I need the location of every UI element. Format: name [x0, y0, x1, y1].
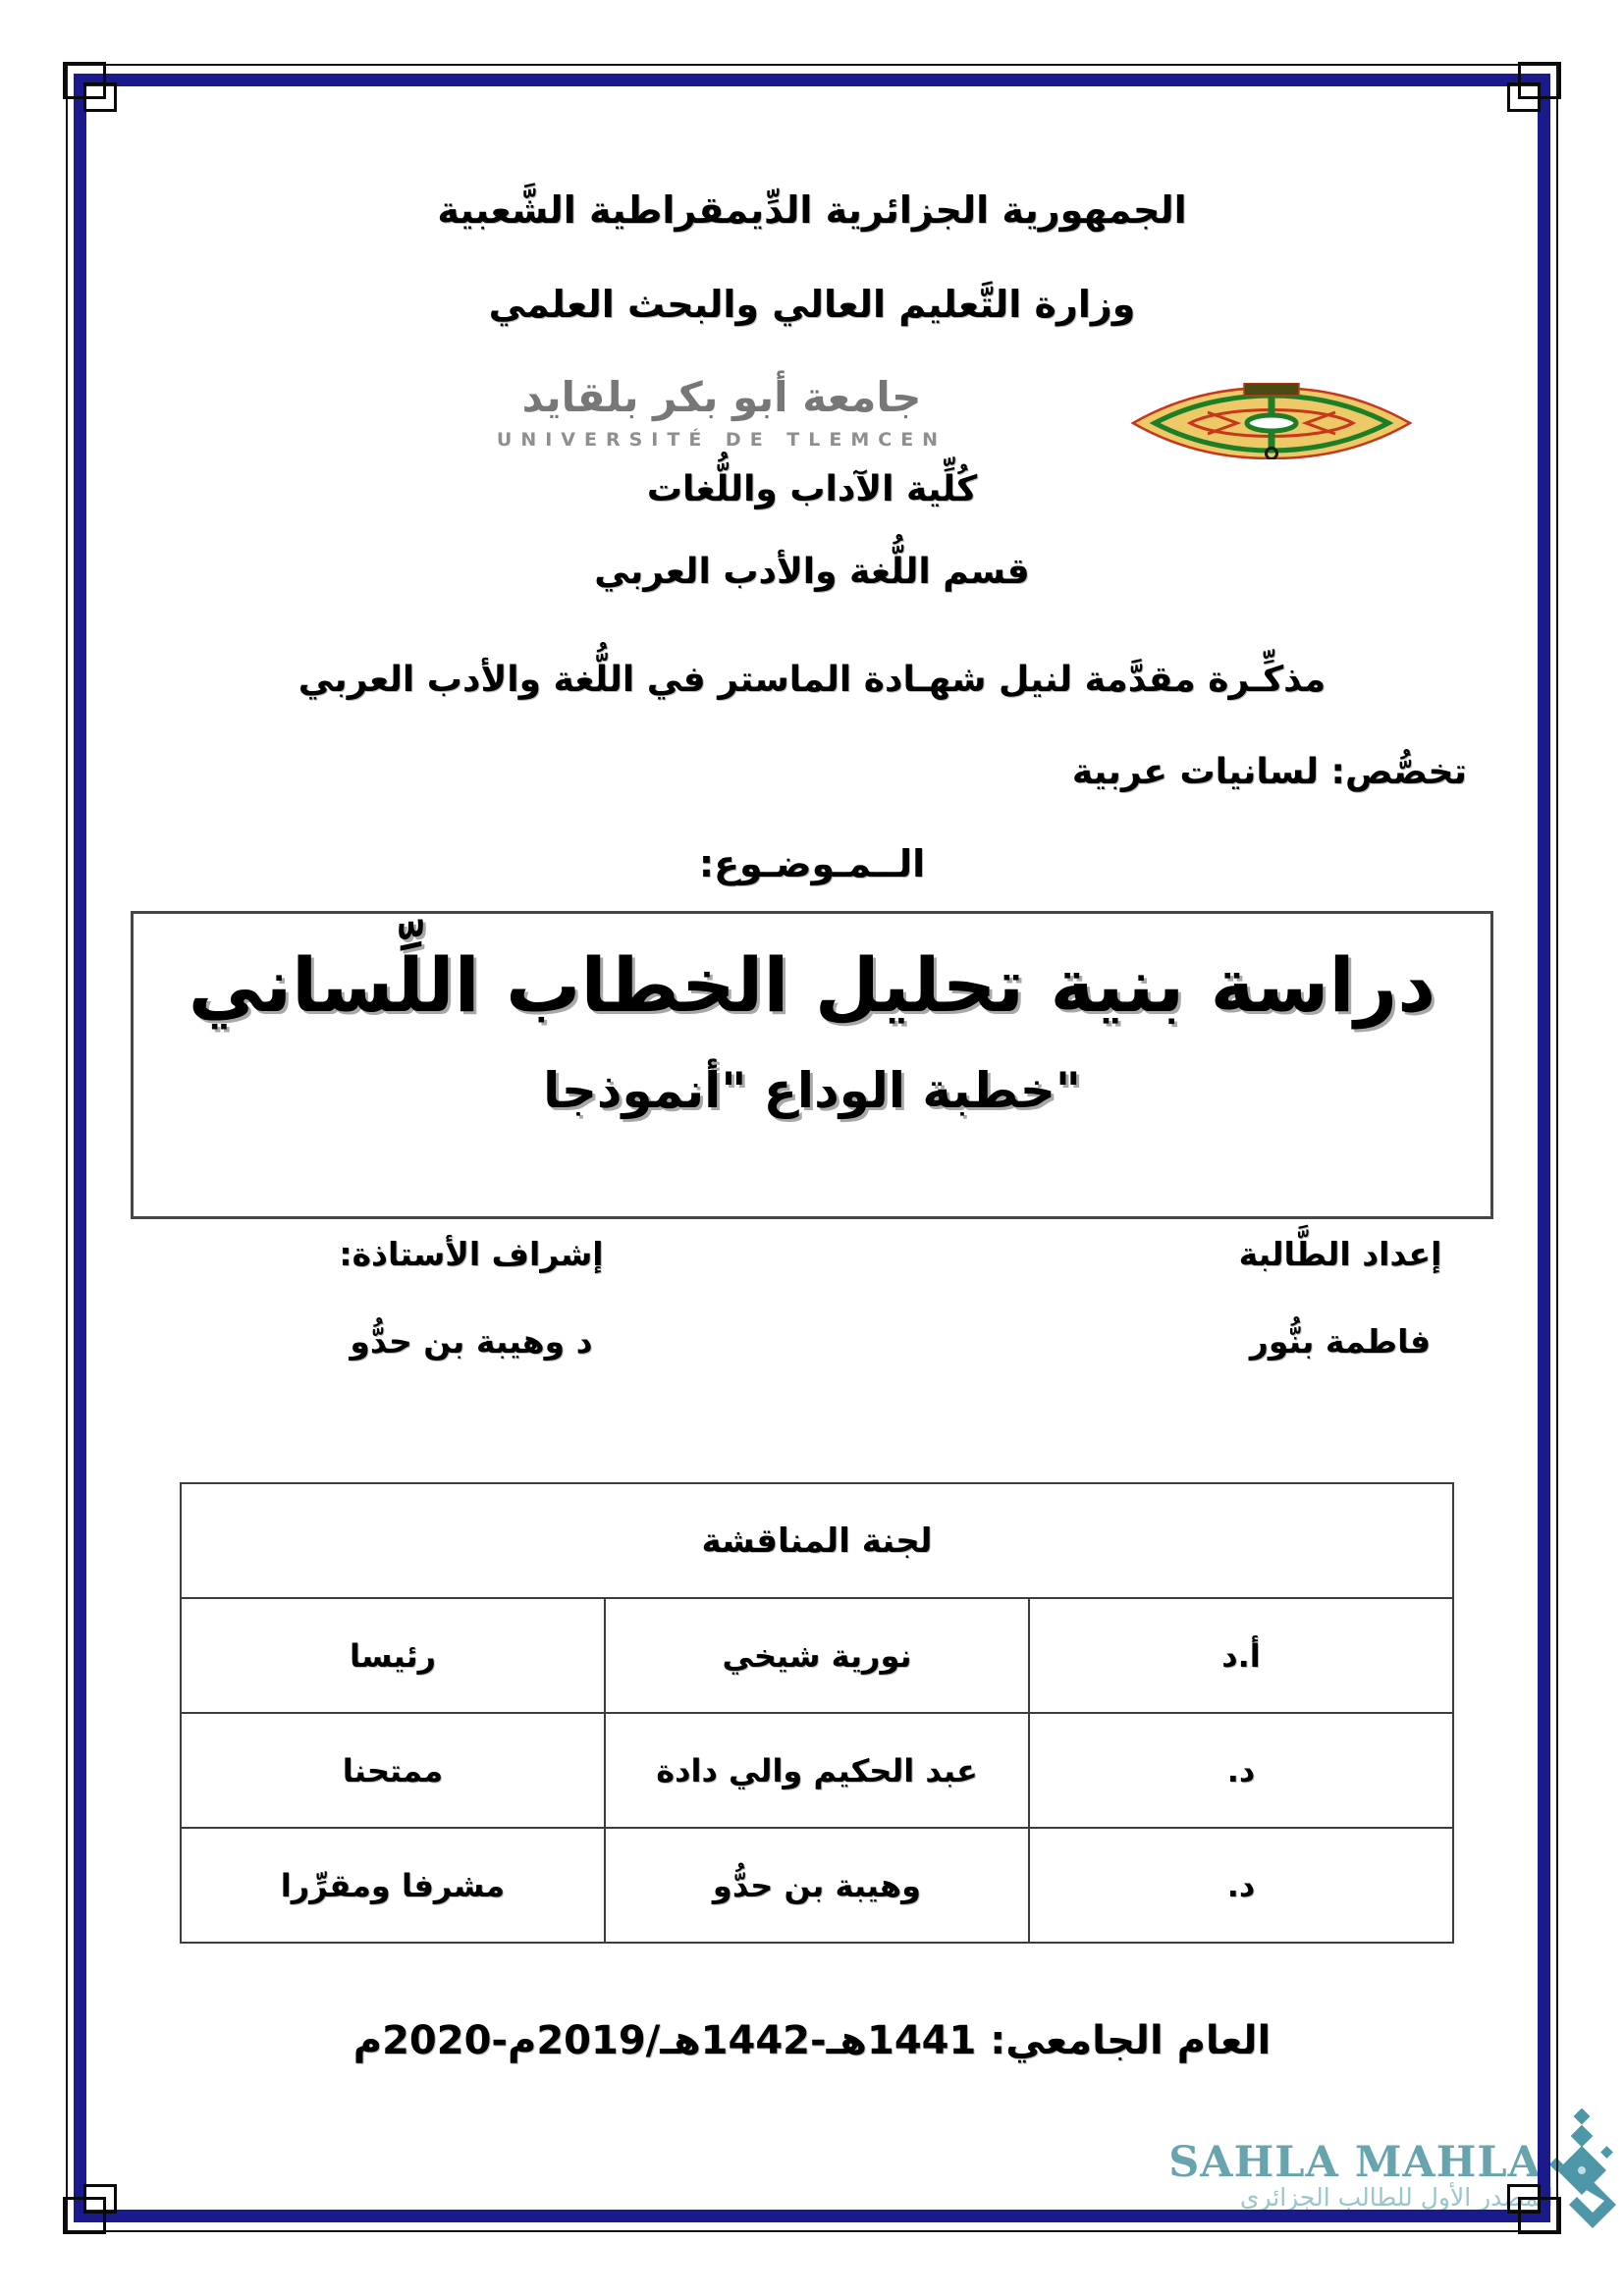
committee-role-cell: مشرفا ومقرِّرا — [181, 1828, 605, 1943]
committee-role-cell: رئيسا — [181, 1598, 605, 1713]
watermark-tagline: المصدر الأول للطالب الجزائري — [1239, 2183, 1553, 2212]
thesis-title-main: دراسة بنية تحليل الخطاب اللِّساني — [188, 941, 1436, 1029]
committee-name-cell: نورية شيخي — [605, 1598, 1029, 1713]
prepared-by-block — [1193, 1235, 1488, 1361]
thesis-title-sub: "خطبة الوداع "أنموذجا — [543, 1062, 1081, 1119]
committee-title: لجنة المناقشة — [181, 1483, 1453, 1598]
committee-row — [181, 1828, 1453, 1943]
university-name-french: UNIVERSITÉ DE TLEMCEN — [496, 429, 947, 451]
committee-degree-cell: أ.د — [1029, 1598, 1453, 1713]
committee-role-cell: ممتحنا — [181, 1713, 605, 1828]
supervisor-name: د وهيبة بن حدُّو — [350, 1322, 593, 1361]
thesis-title-box — [131, 911, 1493, 1219]
department-line: قسم اللُّغة والأدب العربي — [594, 552, 1030, 592]
university-emblem-icon — [1129, 383, 1414, 459]
committee-degree-cell: د. — [1029, 1828, 1453, 1943]
subject-label: الــمـوضـوع: — [698, 842, 926, 885]
specialty-line: تخصُّص: لسانيات عربية — [1071, 752, 1467, 792]
committee-header-row — [181, 1483, 1453, 1598]
university-name-arabic: جامعة أبو بكر بلقايد — [521, 373, 922, 421]
student-name: فاطمة بنُّور — [1249, 1322, 1432, 1361]
corner-ornament — [1507, 82, 1541, 112]
corner-ornament — [83, 82, 117, 112]
corner-ornament — [1507, 2184, 1541, 2214]
corner-ornament — [83, 2184, 117, 2214]
faculty-line: كُلِّية الآداب واللُّغات — [646, 469, 978, 509]
supervisor-block — [275, 1235, 668, 1361]
ministry-line: وزارة التَّعليم العالي والبحث العلمي — [488, 283, 1136, 326]
supervisor-label: إشراف الأستاذة: — [339, 1235, 604, 1273]
republic-line: الجمهورية الجزائرية الدِّيمقراطية الشَّعبية — [437, 188, 1187, 232]
committee-name-cell: عبد الحكيم والي دادة — [605, 1713, 1029, 1828]
university-logotype — [324, 373, 1119, 451]
prepared-by-label: إعداد الطَّالبة — [1238, 1235, 1442, 1273]
committee-table — [180, 1482, 1454, 1944]
academic-year-line: العام الجامعي: 1441هـ-1442هـ/2019م-2020م — [352, 2018, 1272, 2063]
committee-row — [181, 1713, 1453, 1828]
committee-row — [181, 1598, 1453, 1713]
committee-name-cell: وهيبة بن حدُّو — [605, 1828, 1029, 1943]
memoir-line: مذكِّـرة مقدَّمة لنيل شهـادة الماستر في اللُّغة والأدب العربي — [298, 660, 1326, 700]
watermark-brand: SAHLA MAHLA — [1168, 2138, 1542, 2187]
committee-degree-cell: د. — [1029, 1713, 1453, 1828]
